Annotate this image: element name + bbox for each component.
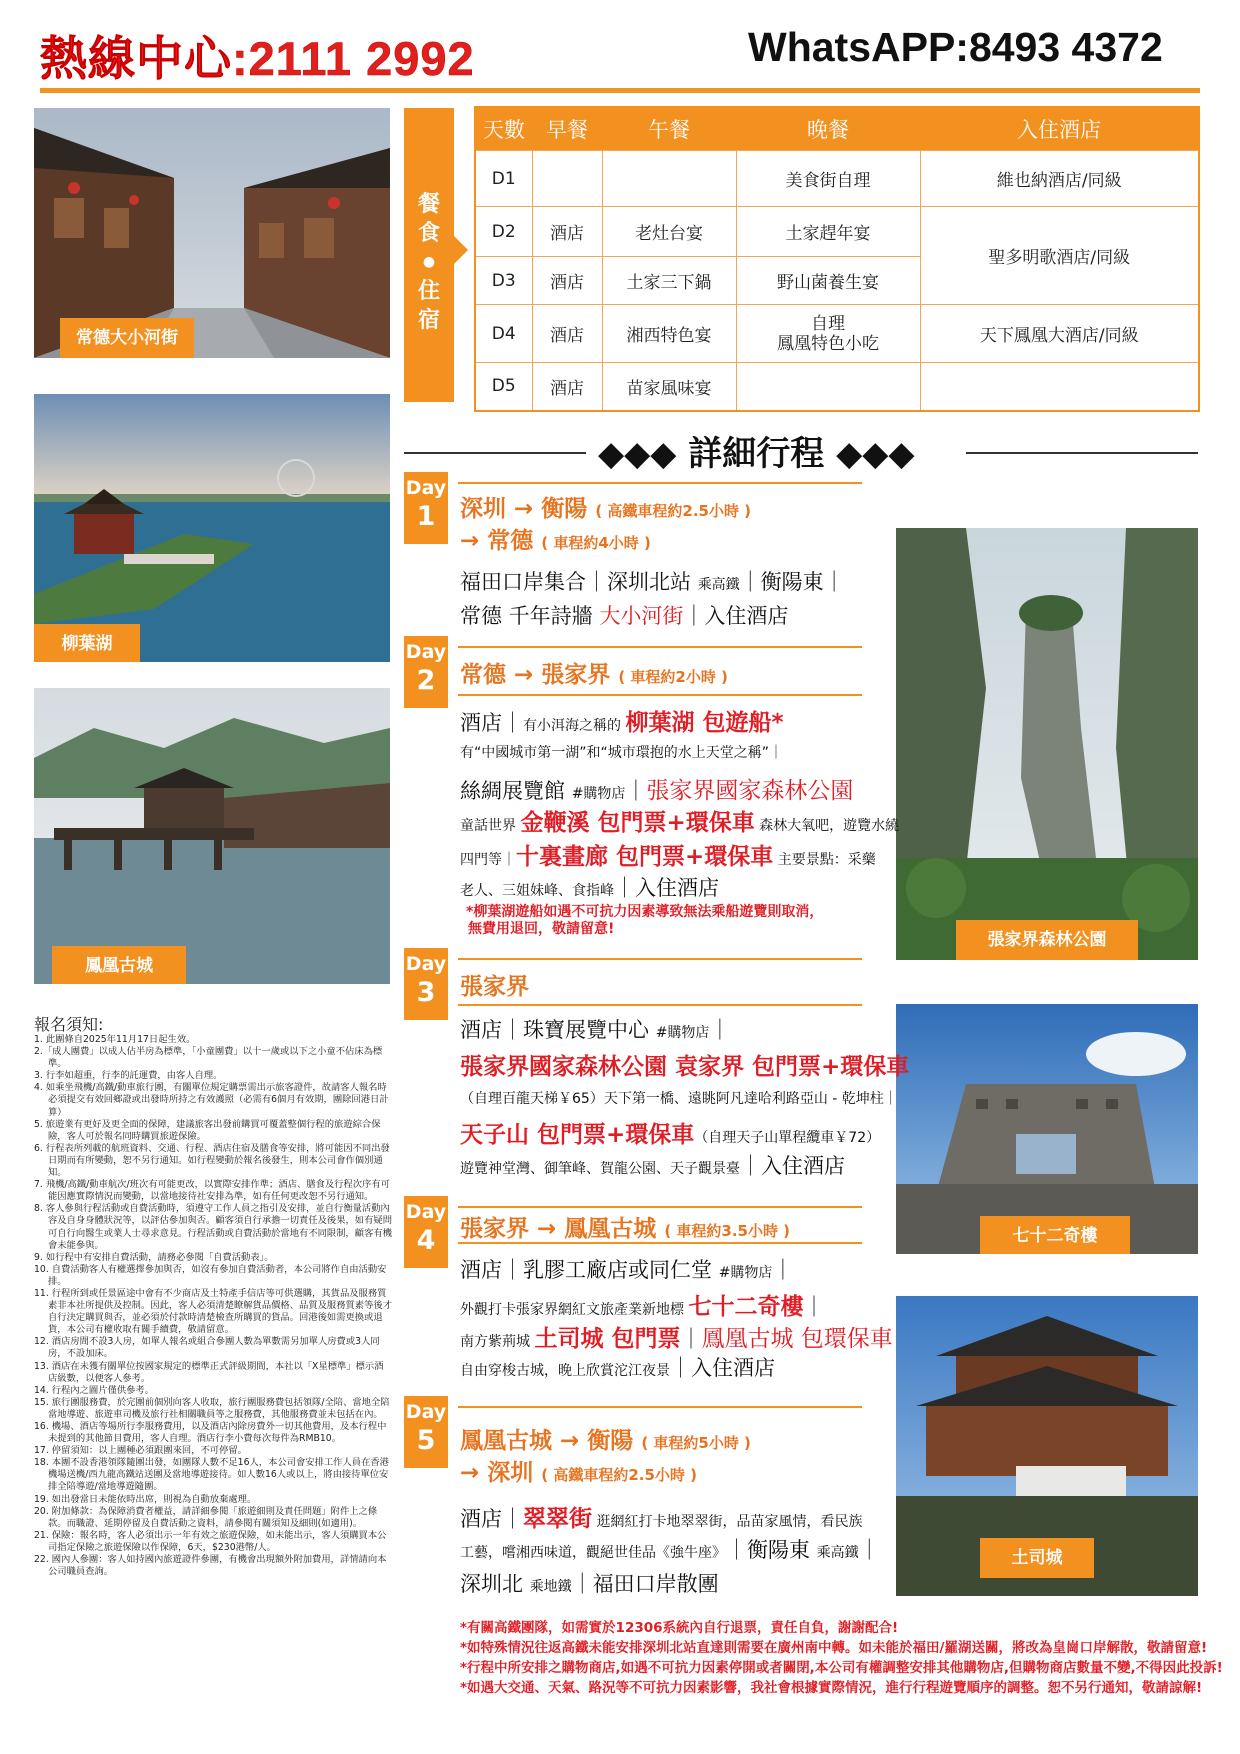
- notes-item: 11. 行程所到或任景區途中會有不少商店及土特產手信店等可供選購，其貨品及服務質素非本社所提供及控制。因此，客人必須清楚瞭解貨品價格、品質及服務質素等後才自行決定購買與否，並必須於付款時清楚檢查所購買的貨品。回港後如需更換或退貨，本公司有權收取有關手續費，敬請留意。: [34, 1287, 392, 1336]
- notes-item: 15. 旅行團服務費，於完團前個別向客人收取，旅行團服務費包括領隊/全陪、當地全陪當地導遊、旅遊車司機及旅行社相關職員等之服務費，其他服務費並未包括在內。: [34, 1396, 390, 1420]
- notes-item: 13. 酒店在未獲有關單位按國家規定的標準正式評級期間，本社以「X星標準」標示酒店級數，以便客人參考。: [34, 1360, 384, 1384]
- col-day: 天數: [475, 107, 532, 151]
- table-row: D5 酒店 苗家風味宴: [475, 363, 1199, 411]
- notes-item: 3. 行李如超重，行李的託運費，由客人自理。: [34, 1070, 223, 1082]
- table-row: D2 酒店 老灶台宴 土家趕年宴 聖多明歌酒店/同級: [475, 207, 1199, 257]
- day4-line-4: 自由穿梭古城，晚上欣賞沱江夜景｜入住酒店: [460, 1356, 775, 1380]
- footer-note-1: *有關高鐵團隊，如需實於12306系統內自行退票，責任自負，謝謝配合!: [460, 1620, 899, 1636]
- day-badge-5: Day 5: [404, 1396, 448, 1468]
- day4-line-2: 外觀打卡張家界網紅文旅產業新地標 七十二奇樓｜: [460, 1294, 825, 1320]
- day3-line-1: 酒店｜珠寶展覽中心 #購物店｜: [460, 1018, 731, 1042]
- day2-line-4: 童話世界 金鞭溪 包門票+環保車 森林大氧吧，遊覽水繞: [460, 810, 900, 836]
- photo-caption-fenghuang: 鳳凰古城: [52, 946, 186, 984]
- footer-note-4: *如遇大交通、天氣、路況等不可抗力因素影響，我社會根據實際情況，進行行程遊覽順序的調整。恕不另行通知，敬請諒解!: [460, 1680, 1203, 1696]
- notes-item: 1. 此團條自2025年11月17日起生效。: [34, 1034, 196, 1045]
- meals-table: [474, 106, 1200, 412]
- day4-line-3: 南方紫荊城 土司城 包門票｜鳳凰古城 包環保車: [460, 1326, 893, 1352]
- day4-route-1: 張家界 → 鳳凰古城 ( 車程約3.5小時 ): [460, 1216, 791, 1242]
- day-rule-1: [458, 482, 862, 484]
- photo-changde: [34, 108, 390, 358]
- table-row: D4 酒店 湘西特色宴 自理 鳳凰特色小吃 天下鳳凰大酒店/同級: [475, 305, 1199, 363]
- notes-item: 4. 如乘坐飛機/高鐵/動車旅行團，有關單位規定購票需出示旅客證件，故請客人報名時必須提交有效回鄉證或出發時所持之有效護照（必需有6個月有效期，團除回港日計算）: [34, 1082, 389, 1118]
- day-rule-3: [458, 958, 862, 960]
- notes-item: 7. 飛機/高鐵/動車航次/班次有可能更改，以實際安排作準；酒店、膳食及行程次序有可能因應實際情況而變動，以當地接待社安排為準，如有任何更改恕不另行通知。: [34, 1179, 390, 1203]
- photo-caption-changde: 常德大小河街: [60, 318, 194, 358]
- notes-item: 2.「成人團費」以成人佔半房為標準，「小童團費」以十一歲或以下之小童不佔床為標準。: [34, 1046, 383, 1070]
- day1-line-2: 常德 千年詩牆 大小河街｜入住酒店: [460, 604, 789, 628]
- notes-item: 16. 機場、酒店等場所行李服務費用，以及酒店內除房費外一切其他費用，及本行程中未提到的其他節目費用，客人自理。酒店行李小費每次每件為RMB10。: [34, 1421, 387, 1445]
- photo-tusi: [896, 1296, 1198, 1596]
- notes-item: 19. 如出發當日未能依時出席，則視為自動放棄處理。: [34, 1493, 257, 1505]
- day1-line-1: 福田口岸集合｜深圳北站 乘高鐵｜衡陽東｜: [460, 570, 845, 594]
- notes-item: 8. 客人參與行程活動或自費活動時，須遵守工作人員之指引及安排，並自行衡量活動內容及自身身體狀況等，以評估參加與否。顧客須自行承擔一切責任及後果，如有疑問可自行向醫生或業人士尋求意見。行程活動或自費活動於當地有不同限制，顧客有機會未能參與。: [34, 1203, 392, 1251]
- col-hotel: 入住酒店: [920, 107, 1199, 151]
- day2-line-6: 老人、三姐妹峰、食指峰｜入住酒店: [460, 876, 719, 900]
- col-breakfast: 早餐: [532, 107, 602, 151]
- meals-header-row: [475, 107, 1199, 151]
- col-lunch: 午餐: [602, 107, 736, 151]
- day4-route-rule: [458, 1242, 862, 1244]
- day2-warning: *柳葉湖遊船如遇不可抗力因素導致無法乘船遊覽則取消， 無費用退回，敬請留意!: [466, 904, 824, 937]
- day5-route-1: 鳳凰古城 → 衡陽 ( 車程約5小時 ): [460, 1428, 751, 1454]
- day-rule-2: [458, 646, 862, 648]
- notes-item: 9. 如行程中有安排自費活動，請務必參閱「自費活動表」。: [34, 1251, 274, 1263]
- day4-line-1: 酒店｜乳膠工廠店或同仁堂 #購物店｜: [460, 1258, 794, 1282]
- photo-caption-zjj: 張家界森林公園: [956, 920, 1138, 960]
- photo-liuye: [34, 394, 390, 662]
- day3-route-rule: [458, 1004, 862, 1006]
- day3-line-2: 張家界國家森林公園 袁家界 包門票+環保車: [460, 1054, 910, 1080]
- hotline-title: 熱線中心:2111 2992: [40, 32, 475, 85]
- day5-line-1: 酒店｜翠翠街 逛網紅打卡地翠翠街，品苗家風情，看民族: [460, 1506, 863, 1532]
- table-row: D1 美食街自理 維也納酒店/同級: [475, 151, 1199, 207]
- notes-item: 12. 酒店房間不設3人房，如單人報名或組合參團人數為單數需另加單人房費或3人同房，不設加床。: [34, 1336, 380, 1360]
- day3-line-3: （自理百龍天梯￥65）天下第一橋、遠眺阿凡達哈利路亞山 - 乾坤柱｜: [460, 1091, 898, 1107]
- notes-item: 22. 國內人參團：客人如持國內旅遊證件參團，有機會出現額外附加費用，詳情請向本公司職員查詢。: [34, 1554, 387, 1578]
- day-badge-4: Day 4: [404, 1196, 448, 1268]
- day2-line-3: 絲綢展覽館 #購物店｜張家界國家森林公園: [460, 778, 854, 804]
- day5-line-2: 工藝，嚐湘西味道，觀絕世佳品《強牛座》｜衡陽東 乘高鐵｜: [460, 1538, 880, 1562]
- day5-route-2: → 深圳 ( 高鐵車程約2.5小時 ): [460, 1460, 698, 1486]
- notes-item: 18. 本團不設香港領隊隨團出發，如團隊人數不足16人，本公司會安排工作人員在香港機場送機/西九龍高鐵站送團及當地導遊接待。如人數16人或以上，將由接待單位安排全陪導遊/當地導遊隨團。: [34, 1457, 389, 1493]
- day3-route-1: 張家界: [460, 974, 529, 1000]
- day5-line-3: 深圳北 乘地鐵｜福田口岸散團: [460, 1572, 719, 1596]
- meals-side-label: 餐 食 ● 住 宿: [417, 192, 440, 333]
- day-badge-3: Day 3: [404, 948, 448, 1020]
- day-rule-5: [458, 1406, 862, 1408]
- photo-zjj: [896, 528, 1198, 960]
- footer-note-2: *如特殊情況往返高鐵未能安排深圳北站直達則需要在廣州南中轉。如未能於福田/羅湖送關，將改為皇崗口岸解散，敬請留意!: [460, 1640, 1208, 1656]
- notes-title: 報名須知:: [34, 1015, 104, 1034]
- col-dinner: 晚餐: [736, 107, 920, 151]
- day-rule-4: [458, 1206, 862, 1208]
- day1-route-2: → 常德 ( 車程約4小時 ): [460, 528, 651, 554]
- day2-line-5: 四門等｜十裏畫廊 包門票+環保車 主要景點：采藥: [460, 844, 876, 870]
- day-badge-2: Day 2: [404, 636, 448, 708]
- day2-route-1: 常德 → 張家界 ( 車程約2小時 ): [460, 662, 728, 688]
- whatsapp-number: WhatsAPP:8493 4372: [748, 24, 1163, 70]
- footer-note-3: *行程中所安排之購物商店,如遇不可抗力因素停開或者關閉,本公司有權調整安排其他購物店,但購物商店數量不變,不得因此投訴!: [460, 1660, 1223, 1676]
- day-badge-1: Day 1: [404, 472, 448, 544]
- photo-qishier: [896, 1004, 1198, 1254]
- table-row: D3 酒店 土家三下鍋 野山菌養生宴: [475, 257, 1199, 305]
- photo-caption-tusi: 土司城: [980, 1538, 1094, 1578]
- day3-line-5: 遊覽神堂灣、御筆峰、賀龍公園、天子觀景臺｜入住酒店: [460, 1154, 845, 1178]
- notes-item: 14. 行程內之圖片僅供參考。: [34, 1384, 155, 1396]
- heading-rule-left: [404, 452, 586, 454]
- day2-line-1: 酒店｜有小洱海之稱的 柳葉湖 包遊船*: [460, 710, 784, 736]
- meals-side-arrow: [454, 236, 468, 264]
- day2-line-2: 有“中國城市第一湖”和“城市環抱的水上天堂之稱”｜: [460, 745, 784, 761]
- notes-item: 6. 行程表所列載的航班資料、交通、行程、酒店住宿及膳食等安排，將可能因不同出發日期而有所變動，恕不另行通知。如行程變動於報名後發生，則本公司會作個別通知。: [34, 1142, 390, 1179]
- notes-item: 21. 保險：報名時，客人必須出示一年有效之旅遊保險，如未能出示，客人須購買本公司指定保險之旅遊保險以作保障，6天，$230港幣/人。: [34, 1529, 387, 1553]
- notes-item: 10. 自費活動客人有權選擇參加與否，如沒有參加自費活動者，本公司將作自由活動安排。: [34, 1263, 387, 1287]
- photo-caption-liuye: 柳葉湖: [34, 624, 140, 662]
- notes-item: 5. 旅遊業有更好及更全面的保障，建議旅客出發前購買可覆蓋整個行程的旅遊綜合保險，客人可於報名同時購買旅遊保險。: [34, 1118, 381, 1142]
- notes-list: [34, 1034, 392, 1578]
- day2-route-rule: [458, 694, 862, 696]
- day1-route-1: 深圳 → 衡陽 ( 高鐵車程約2.5小時 ): [460, 496, 752, 522]
- header-divider: [40, 88, 1200, 93]
- photo-caption-qishier: 七十二奇樓: [980, 1216, 1130, 1254]
- notes-item: 17. 停留須知：以上團種必須跟團來回，不可停留。: [34, 1445, 247, 1457]
- heading-rule-right: [966, 452, 1198, 454]
- photo-fenghuang: [34, 688, 390, 984]
- notes-item: 20. 附加條款：為保障消費者權益，請詳細參閱「旅遊細則及責任問題」附件上之條款。而職證、延期停留及自費活動之資料，請參閱有關須知及細則(如適用)。: [34, 1505, 378, 1529]
- itinerary-heading: ◆◆◆ 詳細行程 ◆◆◆: [598, 434, 915, 474]
- day3-line-4: 天子山 包門票+環保車（自理天子山單程纜車￥72）: [460, 1122, 881, 1148]
